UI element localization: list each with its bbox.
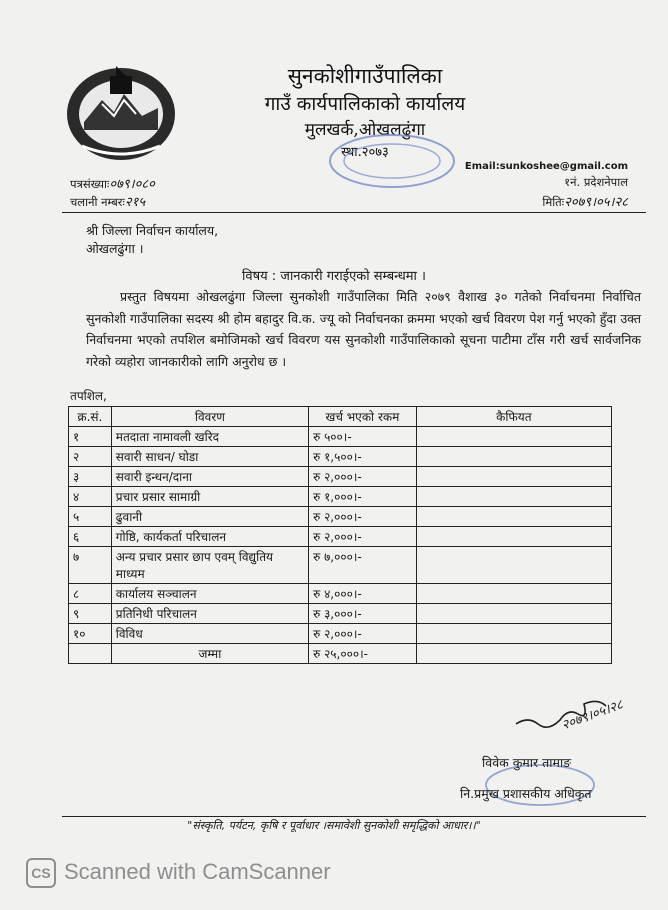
cell-amount: रु १,०००।-: [309, 487, 417, 507]
cell-amount: रु २,०००।-: [309, 624, 417, 644]
established-year: स्था.२०७३: [341, 145, 389, 160]
office-email: Email:sunkoshee@gmail.com: [464, 161, 628, 172]
cell-remark: [416, 507, 611, 527]
table-row: [69, 527, 612, 547]
cell-amount: रु २,०००।-: [309, 527, 417, 547]
cell-description: अन्य प्रचार प्रसार छाप एवम् विद्युतिय माध्यम: [111, 547, 308, 584]
subject-line: विषय : जानकारी गराईएको सम्बन्धमा ।: [242, 269, 426, 284]
signer-title: नि.प्रमुख प्रशासकीय अधिकृत: [460, 786, 592, 801]
cell-description: प्रतिनिधी परिचालन: [111, 604, 308, 624]
cell-sn: १०: [69, 624, 112, 644]
org-name: सुनकोशीगाउँपालिका: [287, 64, 443, 88]
recipient-line-2: ओखलढुंगा ।: [86, 241, 144, 256]
recipient-line-1: श्री जिल्ला निर्वाचन कार्यालय,: [86, 223, 219, 238]
cell-amount: रु ३,०००।-: [309, 604, 417, 624]
cell-description: गोष्ठि, कार्यकर्ता परिचालन: [111, 527, 308, 547]
cell-amount: रु ७,०००।-: [309, 547, 417, 584]
cell-sn: २: [69, 447, 112, 467]
table-row: [69, 427, 612, 447]
cell-sn: ३: [69, 467, 112, 487]
cell-description: कार्यालय सञ्चालन: [111, 584, 308, 604]
cell-remark: [416, 467, 611, 487]
cell-description: ढुवानी: [111, 507, 308, 527]
col-header-description: विवरण: [111, 407, 308, 427]
camscanner-text: Scanned with CamScanner: [64, 858, 331, 884]
col-header-sn: क्र.सं.: [69, 407, 112, 427]
province-name: १नं. प्रदेशनेपाल: [564, 175, 628, 189]
cell-remark: [416, 527, 611, 547]
cell-description: विविध: [111, 624, 308, 644]
details-heading: तपशिल,: [70, 389, 107, 403]
cell-amount: रु २,०००।-: [309, 507, 417, 527]
letter-date: [542, 192, 628, 210]
cell-remark: [416, 644, 611, 664]
cell-amount: रु २,०००।-: [309, 467, 417, 487]
cell-sn: ५: [69, 507, 112, 527]
col-header-amount: खर्च भएको रकम: [309, 407, 417, 427]
cell-description: मतदाता नामावली खरिद: [111, 427, 308, 447]
cell-amount: रु ५००।-: [309, 427, 417, 447]
cell-sn: ८: [69, 584, 112, 604]
table-row: [69, 467, 612, 487]
cell-remark: [416, 624, 611, 644]
cell-sn: १: [69, 427, 112, 447]
cell-description: सवारी साधन/ घोडा: [111, 447, 308, 467]
cell-remark: [416, 487, 611, 507]
table-row: [69, 507, 612, 527]
cell-remark: [416, 604, 611, 624]
letter-number: [70, 174, 155, 192]
cell-description: सवारी इन्धन/दाना: [111, 467, 308, 487]
cell-sn: [69, 644, 112, 664]
cell-sn: ७: [69, 547, 112, 584]
total-label: जम्मा: [111, 644, 308, 664]
footer-divider: [62, 816, 646, 817]
cell-sn: ९: [69, 604, 112, 624]
table-total-row: [69, 644, 612, 664]
letter-body: प्रस्तुत विषयमा ओखलढुंगा जिल्ला सुनकोशी गाउँपालिका मिति २०७९ वैशाख ३० गतेको निर्वाचनमा निर्वाचित सुनकोशी गाउँपालिका सदस्य श्री होम बहादुर वि.क. ज्यू को निर्वाचनका क्रममा भएको खर्च विवरण पेश गर्नु भएको हुँदा उक्त निर्वाचनमा भएको तपशिल बमोजिमको खर्च विवरण यस सुनकोशी गाउँपालिकाको सूचना पाटीमा टाँस गरी खर्च सार्वजनिक गरेको व्यहोरा जानकारीको लागि अनुरोध छ ।: [86, 289, 641, 369]
office-name: गाउँ कार्यपालिकाको कार्यालय: [264, 93, 466, 115]
office-stamp: [322, 130, 462, 192]
table-row: [69, 604, 612, 624]
letter-date-value: २०७९।०५।२८: [564, 195, 628, 210]
letter-date-label: मितिः: [542, 195, 565, 209]
table-row: [69, 447, 612, 467]
dispatch-number: [70, 192, 145, 210]
signature-date: २०७९।०५।२८: [559, 697, 626, 734]
expense-table: [68, 406, 612, 664]
letter-number-value: ०७९।०८०: [109, 177, 155, 192]
footer-slogan: "संस्कृति, पर्यटन, कृषि र पूर्वाधार ।समावेशी सुनकोशी समृद्धिको आधार।।": [187, 819, 481, 832]
table-row: [69, 624, 612, 644]
dispatch-number-label: चलानी नम्बरः: [70, 195, 125, 209]
cell-sn: ६: [69, 527, 112, 547]
table-header-row: [69, 407, 612, 427]
cell-amount: रु १,५००।-: [309, 447, 417, 467]
cell-description: प्रचार प्रसार सामाग्री: [111, 487, 308, 507]
cell-remark: [416, 584, 611, 604]
office-location: मुलखर्क,ओखलढुंगा: [304, 120, 426, 140]
signer-name: विवेक कुमार तामाङ: [482, 755, 572, 770]
cell-amount: रु ४,०००।-: [309, 584, 417, 604]
table-row: [69, 584, 612, 604]
header-divider: [62, 212, 646, 213]
nepal-emblem-icon: [62, 60, 180, 164]
total-amount: रु २५,०००।-: [309, 644, 417, 664]
cell-remark: [416, 427, 611, 447]
cell-remark: [416, 447, 611, 467]
letter-number-label: पत्रसंख्याः: [70, 177, 110, 191]
cell-sn: ४: [69, 487, 112, 507]
dispatch-number-value: २१५: [124, 195, 146, 210]
camscanner-logo-icon: CS: [26, 858, 56, 888]
camscanner-watermark: [26, 858, 331, 888]
col-header-remark: कैफियत: [416, 407, 611, 427]
cell-remark: [416, 547, 611, 584]
table-row: [69, 547, 612, 584]
table-row: [69, 487, 612, 507]
